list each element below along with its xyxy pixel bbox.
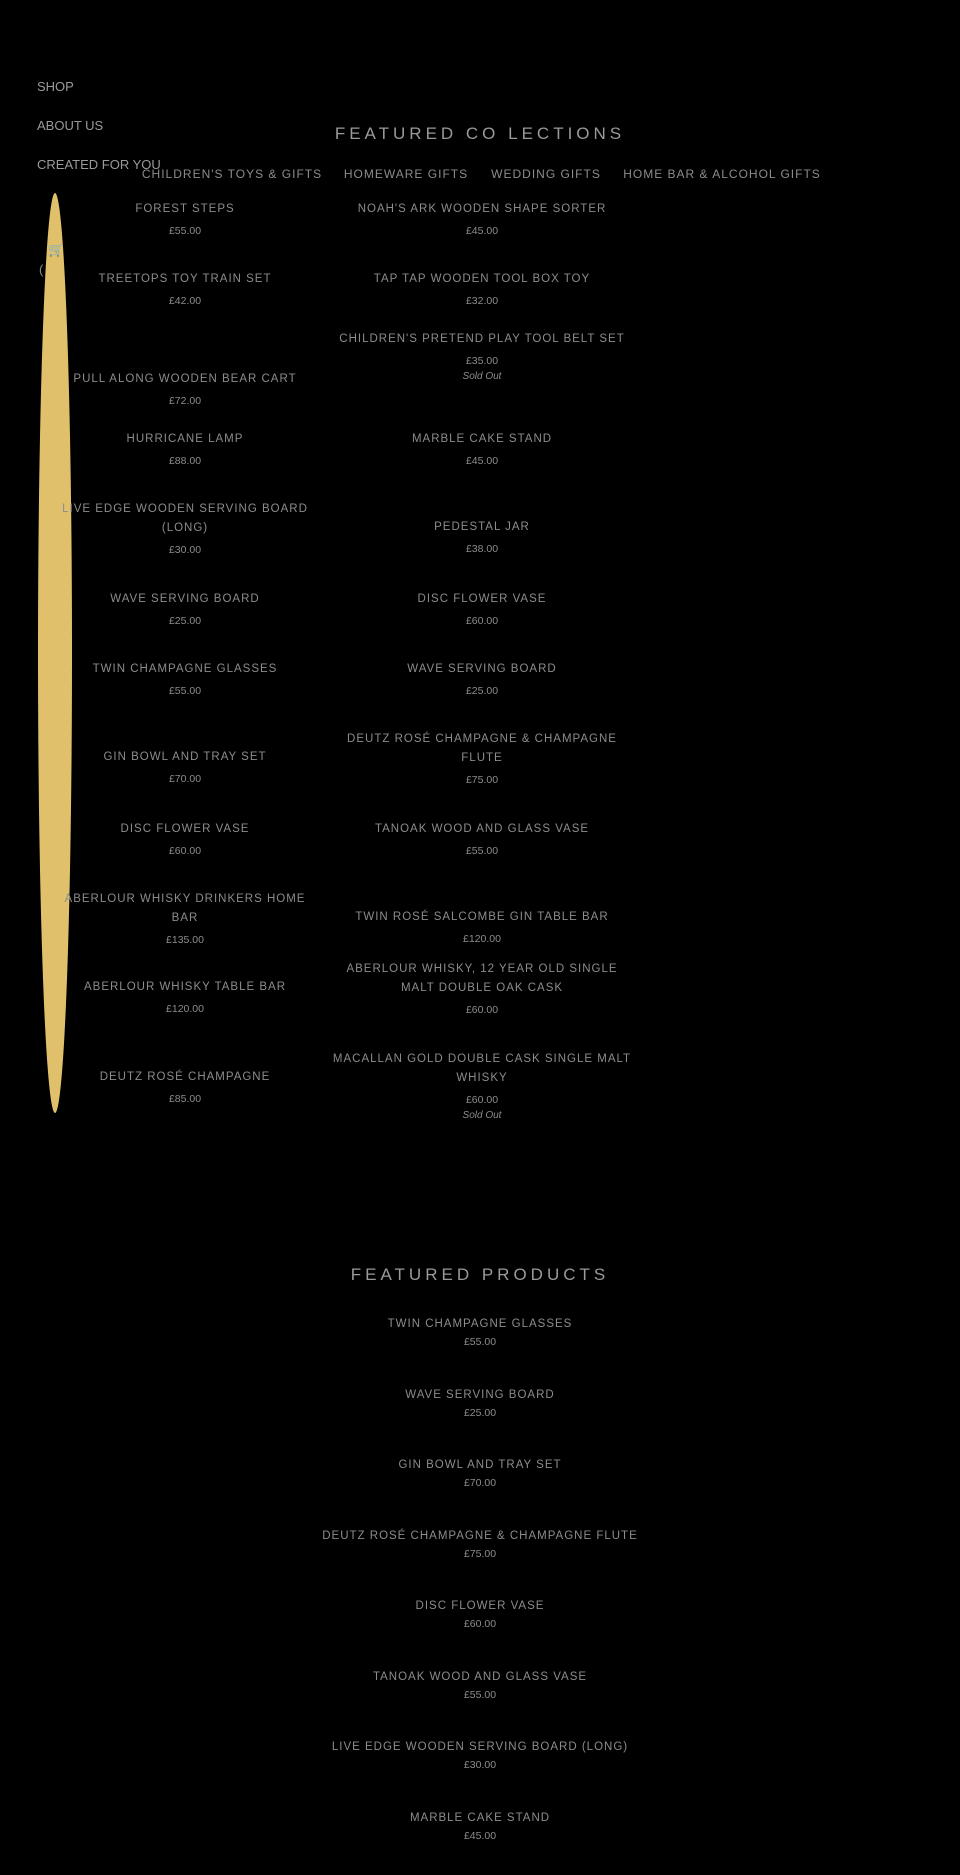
product-card[interactable] xyxy=(332,908,632,945)
product-price: £70.00 xyxy=(168,773,202,785)
stray-glyph: ( xyxy=(39,262,44,277)
product-name[interactable]: TWIN ROSÉ SALCOMBE GIN TABLE BAR xyxy=(355,911,609,923)
product-card[interactable] xyxy=(332,820,632,857)
product-price: £35.00 xyxy=(465,355,499,367)
product-price: £55.00 xyxy=(465,845,499,857)
product-name[interactable]: MACALLAN GOLD DOUBLE CASK SINGLE MALT WHISKY xyxy=(332,1053,632,1084)
product-name[interactable]: MARBLE CAKE STAND xyxy=(409,1811,551,1824)
product-price: £25.00 xyxy=(168,615,202,627)
product-card[interactable] xyxy=(60,1068,310,1105)
product-name[interactable]: HURRICANE LAMP xyxy=(126,433,244,445)
product-name[interactable]: WAVE SERVING BOARD xyxy=(407,663,557,675)
product-price: £55.00 xyxy=(463,1336,497,1348)
product-price: £60.00 xyxy=(463,1618,497,1630)
product-name[interactable]: PULL ALONG WOODEN BEAR CART xyxy=(73,373,297,385)
nav-about-us[interactable]: ABOUT US xyxy=(37,118,104,133)
sold-out-label: Sold Out xyxy=(462,1110,502,1121)
featured-product-card[interactable] xyxy=(0,1318,960,1348)
product-price: £135.00 xyxy=(166,934,204,946)
featured-product-card[interactable] xyxy=(0,1600,960,1630)
product-name[interactable]: WAVE SERVING BOARD xyxy=(405,1388,555,1401)
product-price: £60.00 xyxy=(465,1094,499,1106)
product-name[interactable]: FOREST STEPS xyxy=(135,203,235,215)
product-name[interactable]: ABERLOUR WHISKY TABLE BAR xyxy=(83,981,287,993)
product-name[interactable]: TREETOPS TOY TRAIN SET xyxy=(98,273,272,285)
product-price: £55.00 xyxy=(463,1688,497,1701)
nav-created-for-you[interactable]: CREATED FOR YOU xyxy=(37,157,161,172)
featured-product-card[interactable] xyxy=(0,1459,960,1489)
product-card[interactable] xyxy=(332,330,632,382)
tab-wedding[interactable]: WEDDING GIFTS xyxy=(491,167,601,181)
product-price: £45.00 xyxy=(465,455,499,467)
product-card[interactable] xyxy=(60,748,310,785)
heading-text-right: RODUCTS xyxy=(497,1265,610,1284)
product-price: £88.00 xyxy=(168,455,202,467)
featured-product-card[interactable] xyxy=(0,1741,960,1771)
featured-products-heading xyxy=(0,1265,960,1285)
product-name[interactable]: LIVE EDGE WOODEN SERVING BOARD (LONG) xyxy=(331,1741,629,1753)
cart-icon[interactable]: 🛒 xyxy=(48,242,65,257)
product-card[interactable] xyxy=(332,430,632,467)
product-price: £120.00 xyxy=(166,1003,204,1015)
product-price: £30.00 xyxy=(168,544,202,556)
product-card[interactable] xyxy=(332,730,632,786)
product-card[interactable] xyxy=(60,978,310,1015)
product-price: £75.00 xyxy=(463,1547,497,1560)
product-name[interactable]: TANOAK WOOD AND GLASS VASE xyxy=(374,823,590,835)
product-name[interactable]: DEUTZ ROSÉ CHAMPAGNE & CHAMPAGNE FLUTE xyxy=(347,733,617,764)
product-card[interactable] xyxy=(332,518,632,555)
sidebar-pill-overlay xyxy=(38,193,72,1113)
product-price: £70.00 xyxy=(463,1477,497,1489)
featured-collections-heading xyxy=(0,124,960,144)
product-price: £38.00 xyxy=(465,543,499,555)
product-name[interactable]: DISC FLOWER VASE xyxy=(415,1600,545,1612)
product-name[interactable]: DISC FLOWER VASE xyxy=(120,823,250,835)
product-card[interactable] xyxy=(60,820,310,857)
product-card[interactable] xyxy=(60,370,310,407)
product-name[interactable]: DEUTZ ROSÉ CHAMPAGNE xyxy=(99,1071,271,1083)
product-price: £60.00 xyxy=(465,1004,499,1016)
product-price: £25.00 xyxy=(465,685,499,697)
product-name[interactable]: DEUTZ ROSÉ CHAMPAGNE & CHAMPAGNE FLUTE xyxy=(322,1529,638,1542)
product-card[interactable] xyxy=(60,500,310,556)
heading-text-mid: P xyxy=(481,1265,498,1284)
product-price: £72.00 xyxy=(168,395,202,407)
product-name[interactable]: TWIN CHAMPAGNE GLASSES xyxy=(92,663,278,675)
product-price: £60.00 xyxy=(168,845,202,857)
product-name[interactable]: ABERLOUR WHISKY, 12 YEAR OLD SINGLE MALT DOUBLE OAK CASK xyxy=(346,963,618,994)
tab-homeware[interactable]: HOMEWARE GIFTS xyxy=(343,167,469,181)
product-card[interactable] xyxy=(60,430,310,467)
product-price: £32.00 xyxy=(465,295,499,307)
product-price: £45.00 xyxy=(463,1829,497,1842)
heading-text-right: LECTIONS xyxy=(499,124,626,143)
product-price: £55.00 xyxy=(168,225,202,237)
featured-product-card[interactable] xyxy=(0,1530,960,1560)
heading-text-left: FEATURED xyxy=(334,124,466,143)
product-name[interactable]: TANOAK WOOD AND GLASS VASE xyxy=(372,1670,588,1683)
sold-out-label: Sold Out xyxy=(462,371,502,382)
product-card[interactable] xyxy=(60,200,310,237)
tab-childrens-toys[interactable]: CHILDREN'S TOYS & GIFTS xyxy=(141,167,323,181)
product-name[interactable]: NOAH'S ARK WOODEN SHAPE SORTER xyxy=(357,203,607,215)
featured-product-card[interactable] xyxy=(0,1671,960,1701)
product-name[interactable]: ABERLOUR WHISKY DRINKERS HOME BAR xyxy=(64,893,306,924)
product-price: £30.00 xyxy=(463,1759,497,1771)
product-card[interactable] xyxy=(60,890,310,946)
product-price: £75.00 xyxy=(465,774,499,786)
product-card[interactable] xyxy=(332,960,632,1016)
product-price: £25.00 xyxy=(463,1406,497,1419)
product-price: £42.00 xyxy=(168,295,202,307)
product-name[interactable]: WAVE SERVING BOARD xyxy=(110,593,260,605)
product-price: £120.00 xyxy=(463,933,501,945)
product-name[interactable]: MARBLE CAKE STAND xyxy=(411,433,553,445)
product-card[interactable] xyxy=(332,270,632,307)
product-price: £45.00 xyxy=(465,225,499,237)
product-name[interactable]: DISC FLOWER VASE xyxy=(417,593,547,605)
heading-text-mid: CO xyxy=(465,124,500,143)
tab-home-bar[interactable]: HOME BAR & ALCOHOL GIFTS xyxy=(623,167,821,181)
nav-shop[interactable]: SHOP xyxy=(37,79,74,94)
product-name[interactable]: PEDESTAL JAR xyxy=(434,521,530,533)
product-card[interactable] xyxy=(332,590,632,627)
product-name[interactable]: TAP TAP WOODEN TOOL BOX TOY xyxy=(373,273,591,285)
featured-product-card[interactable] xyxy=(0,1389,960,1419)
product-card[interactable] xyxy=(332,200,632,237)
product-price: £60.00 xyxy=(465,615,499,627)
product-card[interactable] xyxy=(60,270,310,307)
product-name[interactable]: CHILDREN'S PRETEND PLAY TOOL BELT SET xyxy=(339,333,625,345)
product-name[interactable]: GIN BOWL AND TRAY SET xyxy=(103,751,267,763)
product-price: £85.00 xyxy=(168,1093,202,1105)
product-price: £55.00 xyxy=(168,685,202,697)
product-name[interactable]: TWIN CHAMPAGNE GLASSES xyxy=(387,1318,573,1330)
product-card[interactable] xyxy=(60,590,310,627)
featured-product-card[interactable] xyxy=(0,1812,960,1842)
product-card[interactable] xyxy=(332,660,632,697)
product-name[interactable]: GIN BOWL AND TRAY SET xyxy=(398,1459,562,1471)
product-name[interactable]: LIVE EDGE WOODEN SERVING BOARD (LONG) xyxy=(62,503,308,534)
product-card[interactable] xyxy=(60,660,310,697)
product-card[interactable] xyxy=(332,1050,632,1121)
heading-text-left: FEATURED xyxy=(350,1265,482,1284)
